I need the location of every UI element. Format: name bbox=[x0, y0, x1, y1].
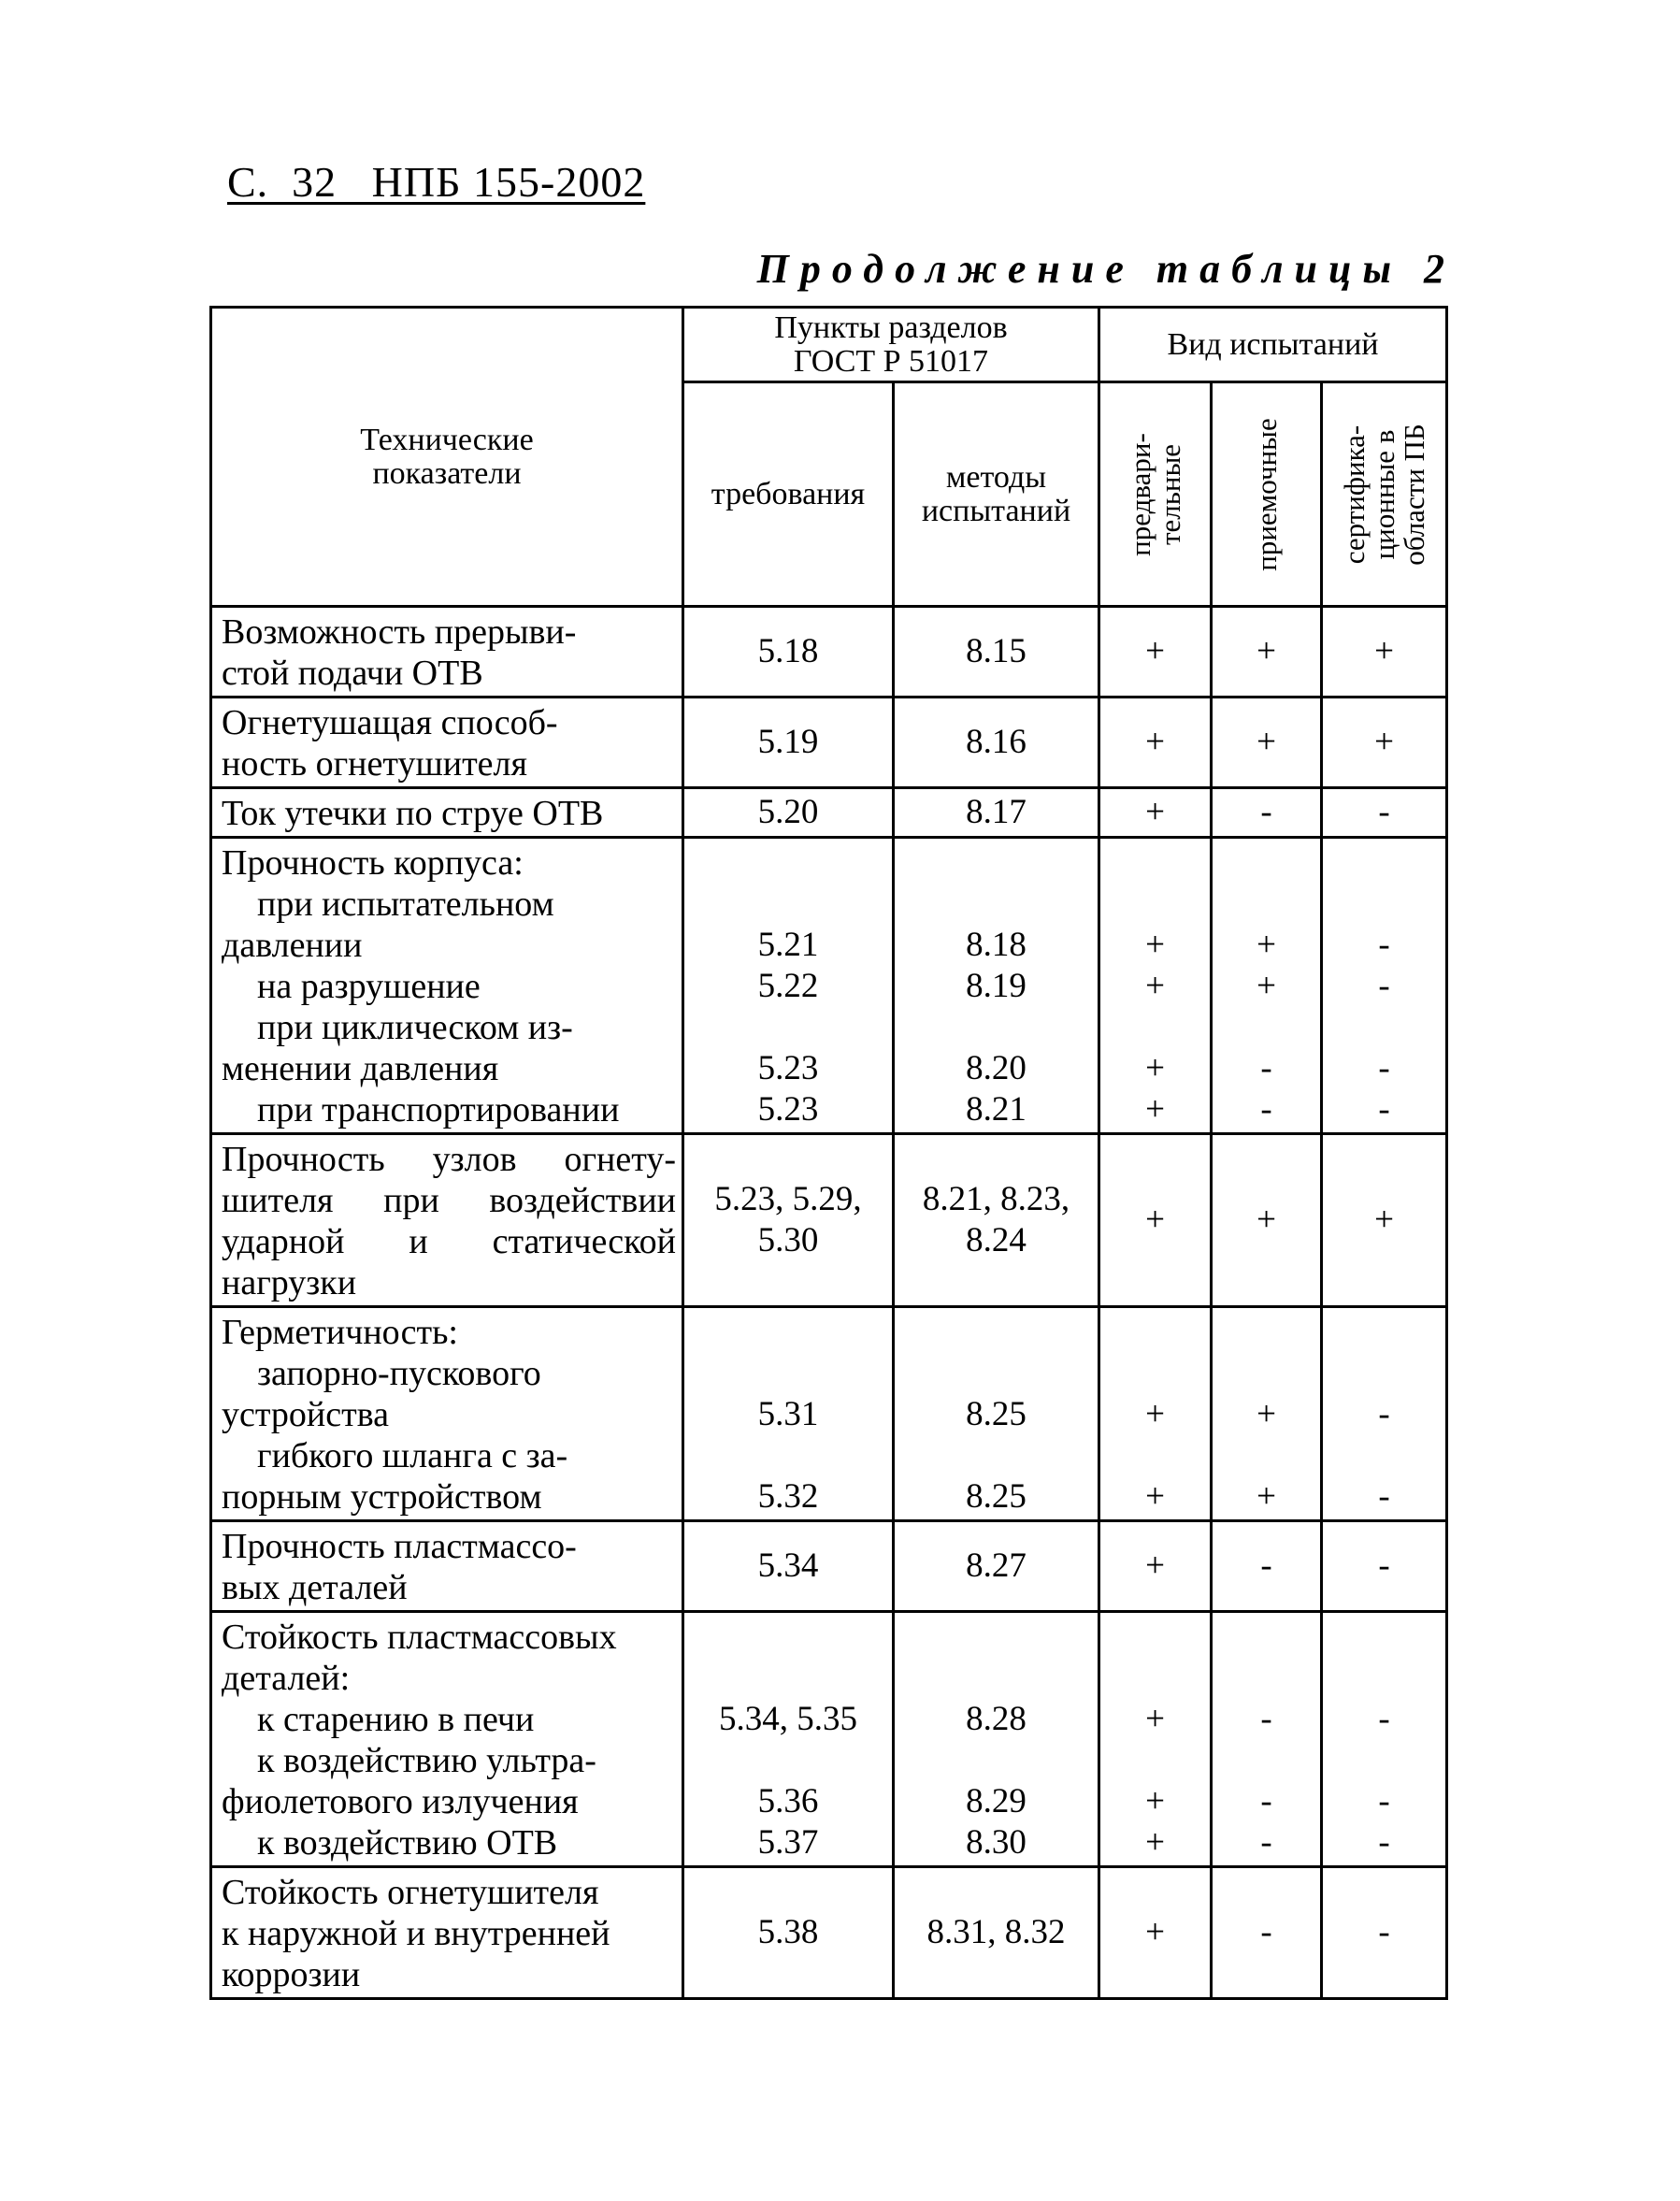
method-clause-line bbox=[895, 1007, 1098, 1048]
table-row bbox=[211, 1612, 1447, 1867]
indicator-name bbox=[211, 788, 683, 838]
header-gost-sections: Пункты разделов ГОСТ Р 51017 bbox=[683, 308, 1099, 382]
method-clause: 8.17 bbox=[894, 788, 1099, 838]
method-clause-line bbox=[895, 842, 1098, 884]
acceptance-mark-line bbox=[1213, 1740, 1320, 1781]
acceptance-mark-line: + bbox=[1256, 926, 1276, 964]
certification-mark-line: - bbox=[1378, 1700, 1390, 1738]
page-header: С. 32 НПБ 155-2002 bbox=[227, 158, 646, 206]
indicator-name-line: к наружной и внутренней bbox=[222, 1914, 610, 1953]
indicator-name-line: шителя при воздействии bbox=[222, 1181, 676, 1220]
preliminary-mark bbox=[1099, 1612, 1212, 1867]
requirement-clause: 5.23, 5.29, 5.30 bbox=[683, 1134, 894, 1307]
method-clause-line bbox=[895, 1312, 1098, 1353]
method-clause-line: 8.29 bbox=[966, 1782, 1027, 1820]
indicator-name-line: устройства bbox=[222, 1395, 390, 1434]
preliminary-mark: + bbox=[1099, 1867, 1212, 1999]
method-clause bbox=[894, 838, 1099, 1134]
header-test-methods: методы испытаний bbox=[894, 382, 1099, 607]
preliminary-mark-line: + bbox=[1145, 1049, 1165, 1087]
acceptance-mark: - bbox=[1212, 1521, 1322, 1612]
acceptance-mark-line: - bbox=[1260, 1090, 1272, 1129]
requirement-clause-line bbox=[684, 1007, 892, 1048]
preliminary-mark-line bbox=[1100, 1740, 1210, 1781]
indicator-name-line: Ток утечки по струе ОТВ bbox=[222, 794, 604, 833]
indicator-name bbox=[211, 1612, 683, 1867]
acceptance-mark bbox=[1212, 838, 1322, 1134]
table-row bbox=[211, 607, 1447, 698]
preliminary-mark-line bbox=[1100, 1658, 1210, 1699]
preliminary-mark: + bbox=[1099, 698, 1212, 788]
method-clause-line: 8.18 bbox=[966, 926, 1027, 964]
certification-mark: + bbox=[1322, 698, 1447, 788]
method-clause-line bbox=[895, 1740, 1098, 1781]
method-clause-line: 8.30 bbox=[966, 1823, 1027, 1862]
acceptance-mark-line bbox=[1213, 1435, 1320, 1476]
certification-mark-line bbox=[1323, 1007, 1445, 1048]
preliminary-mark-line bbox=[1100, 1617, 1210, 1658]
certification-mark: - bbox=[1322, 788, 1447, 838]
certification-mark-line: - bbox=[1378, 1823, 1390, 1862]
acceptance-mark: + bbox=[1212, 1134, 1322, 1307]
requirement-clause-line bbox=[684, 1740, 892, 1781]
requirement-clause-line: 5.23 bbox=[757, 1049, 819, 1087]
certification-mark-line bbox=[1323, 1740, 1445, 1781]
certification-mark: - bbox=[1322, 1521, 1447, 1612]
method-clause-line bbox=[895, 1435, 1098, 1476]
method-clause: 8.15 bbox=[894, 607, 1099, 698]
preliminary-mark-line: + bbox=[1145, 1782, 1165, 1820]
indicator-name bbox=[211, 698, 683, 788]
acceptance-mark-line: + bbox=[1256, 1477, 1276, 1516]
table-row bbox=[211, 1307, 1447, 1521]
indicator-name-line: гибкого шланга с за- bbox=[257, 1436, 568, 1475]
certification-mark-line: - bbox=[1378, 926, 1390, 964]
acceptance-mark-line: - bbox=[1260, 1049, 1272, 1087]
acceptance-mark: - bbox=[1212, 788, 1322, 838]
method-clause-line: 8.19 bbox=[966, 967, 1027, 1005]
acceptance-mark-line: - bbox=[1260, 1700, 1272, 1738]
indicator-name-line: порным устройством bbox=[222, 1477, 542, 1517]
certification-mark-line bbox=[1323, 1658, 1445, 1699]
acceptance-mark: + bbox=[1212, 607, 1322, 698]
method-clause-line bbox=[895, 1617, 1098, 1658]
indicator-name-line: Огнетушащая способ- bbox=[222, 703, 558, 742]
acceptance-mark-line bbox=[1213, 1007, 1320, 1048]
certification-mark-line: - bbox=[1378, 1049, 1390, 1087]
indicator-name-line: Герметичность: bbox=[222, 1313, 458, 1352]
indicator-name-line: при испытательном bbox=[257, 885, 554, 924]
table-body bbox=[211, 607, 1447, 1999]
preliminary-mark-line: + bbox=[1145, 1090, 1165, 1129]
method-clause bbox=[894, 1307, 1099, 1521]
preliminary-mark-line: + bbox=[1145, 1700, 1165, 1738]
certification-mark-line: - bbox=[1378, 1090, 1390, 1129]
indicator-name-line: коррозии bbox=[222, 1955, 361, 1994]
table-row bbox=[211, 838, 1447, 1134]
acceptance-mark-line bbox=[1213, 1658, 1320, 1699]
table-row bbox=[211, 698, 1447, 788]
indicator-name-line: менении давления bbox=[222, 1049, 499, 1088]
table-row bbox=[211, 788, 1447, 838]
indicator-name-line: к воздействию ОТВ bbox=[257, 1823, 558, 1863]
requirement-clause-line bbox=[684, 1658, 892, 1699]
certification-mark bbox=[1322, 1307, 1447, 1521]
method-clause-line: 8.21 bbox=[966, 1090, 1027, 1129]
acceptance-mark bbox=[1212, 1307, 1322, 1521]
acceptance-mark-line: + bbox=[1256, 967, 1276, 1005]
requirement-clause-line bbox=[684, 1312, 892, 1353]
preliminary-mark-line: + bbox=[1145, 1823, 1165, 1862]
requirement-clause: 5.19 bbox=[683, 698, 894, 788]
header-test-types: Вид испытаний bbox=[1099, 308, 1447, 382]
tests-table bbox=[209, 306, 1448, 2000]
acceptance-mark: + bbox=[1212, 698, 1322, 788]
certification-mark-line bbox=[1323, 1312, 1445, 1353]
acceptance-mark-line: - bbox=[1260, 1782, 1272, 1820]
acceptance-mark: - bbox=[1212, 1867, 1322, 1999]
requirement-clause-line: 5.37 bbox=[757, 1823, 819, 1862]
requirement-clause-line: 5.23 bbox=[757, 1090, 819, 1129]
certification-mark: + bbox=[1322, 1134, 1447, 1307]
preliminary-mark bbox=[1099, 1307, 1212, 1521]
acceptance-mark-line bbox=[1213, 884, 1320, 925]
indicator-name-line: стой подачи ОТВ bbox=[222, 654, 483, 693]
indicator-name-line: Возможность прерыви- bbox=[222, 612, 577, 652]
method-clause: 8.27 bbox=[894, 1521, 1099, 1612]
preliminary-mark-line: + bbox=[1145, 1395, 1165, 1433]
certification-mark: - bbox=[1322, 1867, 1447, 1999]
method-clause-line: 8.25 bbox=[966, 1477, 1027, 1516]
certification-mark-line bbox=[1323, 1353, 1445, 1394]
preliminary-mark: + bbox=[1099, 607, 1212, 698]
requirement-clause-line bbox=[684, 1353, 892, 1394]
certification-mark-line bbox=[1323, 842, 1445, 884]
preliminary-mark: + bbox=[1099, 1134, 1212, 1307]
requirement-clause-line: 5.34, 5.35 bbox=[719, 1700, 857, 1738]
table-row bbox=[211, 1521, 1447, 1612]
preliminary-mark-line bbox=[1100, 884, 1210, 925]
method-clause-line: 8.28 bbox=[966, 1700, 1027, 1738]
requirement-clause: 5.34 bbox=[683, 1521, 894, 1612]
header-technical-indicators: Технические показатели bbox=[211, 308, 683, 607]
indicator-name bbox=[211, 838, 683, 1134]
indicator-name-line: запорно-пускового bbox=[257, 1354, 541, 1393]
acceptance-mark-line bbox=[1213, 842, 1320, 884]
preliminary-mark: + bbox=[1099, 788, 1212, 838]
acceptance-mark-line bbox=[1213, 1617, 1320, 1658]
preliminary-mark-line bbox=[1100, 1312, 1210, 1353]
certification-mark-line bbox=[1323, 1435, 1445, 1476]
indicator-name bbox=[211, 1134, 683, 1307]
requirement-clause-line: 5.21 bbox=[757, 926, 819, 964]
preliminary-mark-line bbox=[1100, 1435, 1210, 1476]
method-clause-line: 8.25 bbox=[966, 1395, 1027, 1433]
certification-mark-line: - bbox=[1378, 1782, 1390, 1820]
indicator-name-line: Прочность корпуса: bbox=[222, 843, 524, 883]
certification-mark-line bbox=[1323, 884, 1445, 925]
requirement-clause: 5.20 bbox=[683, 788, 894, 838]
table-row bbox=[211, 1867, 1447, 1999]
preliminary-mark-line: + bbox=[1145, 1477, 1165, 1516]
method-clause: 8.31, 8.32 bbox=[894, 1867, 1099, 1999]
method-clause: 8.16 bbox=[894, 698, 1099, 788]
requirement-clause-line: 5.22 bbox=[757, 967, 819, 1005]
indicator-name-line: Стойкость пластмассовых bbox=[222, 1618, 617, 1657]
certification-mark bbox=[1322, 1612, 1447, 1867]
method-clause-line bbox=[895, 1658, 1098, 1699]
header-requirements: требования bbox=[683, 382, 894, 607]
method-clause-line bbox=[895, 884, 1098, 925]
certification-mark bbox=[1322, 838, 1447, 1134]
indicator-name-line: нагрузки bbox=[222, 1263, 357, 1302]
requirement-clause bbox=[683, 1307, 894, 1521]
indicator-name-line: ударной и статической bbox=[222, 1222, 676, 1261]
indicator-name-line: Прочность узлов огнету- bbox=[222, 1140, 676, 1179]
requirement-clause: 5.18 bbox=[683, 607, 894, 698]
indicator-name-line: к воздействию ультра- bbox=[257, 1741, 596, 1780]
acceptance-mark bbox=[1212, 1612, 1322, 1867]
requirement-clause-line: 5.31 bbox=[757, 1395, 819, 1433]
preliminary-mark-line: + bbox=[1145, 926, 1165, 964]
requirement-clause bbox=[683, 1612, 894, 1867]
header-acceptance bbox=[1212, 382, 1322, 607]
method-clause-line: 8.20 bbox=[966, 1049, 1027, 1087]
preliminary-mark bbox=[1099, 838, 1212, 1134]
requirement-clause-line: 5.32 bbox=[757, 1477, 819, 1516]
header-acceptance-label: приемочные bbox=[1249, 417, 1283, 571]
indicator-name-line: деталей: bbox=[222, 1659, 351, 1698]
header-certification-label: сертифика- ционные в области ПБ bbox=[1337, 423, 1430, 566]
indicator-name bbox=[211, 607, 683, 698]
indicator-name-line: Стойкость огнетушителя bbox=[222, 1873, 599, 1912]
requirement-clause-line bbox=[684, 1617, 892, 1658]
acceptance-mark-line bbox=[1213, 1353, 1320, 1394]
preliminary-mark-line: + bbox=[1145, 967, 1165, 1005]
table-row bbox=[211, 1134, 1447, 1307]
header-preliminary bbox=[1099, 382, 1212, 607]
acceptance-mark-line: - bbox=[1260, 1823, 1272, 1862]
indicator-name-line: при циклическом из- bbox=[257, 1008, 573, 1047]
preliminary-mark-line bbox=[1100, 842, 1210, 884]
certification-mark-line: - bbox=[1378, 1477, 1390, 1516]
preliminary-mark: + bbox=[1099, 1521, 1212, 1612]
indicator-name bbox=[211, 1307, 683, 1521]
acceptance-mark-line bbox=[1213, 1312, 1320, 1353]
requirement-clause-line: 5.36 bbox=[757, 1782, 819, 1820]
indicator-name-line: ность огнетушителя bbox=[222, 744, 527, 784]
requirement-clause bbox=[683, 838, 894, 1134]
indicator-name bbox=[211, 1521, 683, 1612]
acceptance-mark-line: + bbox=[1256, 1395, 1276, 1433]
indicator-name-line: при транспортировании bbox=[257, 1090, 620, 1129]
indicator-name-line: к старению в печи bbox=[257, 1700, 535, 1739]
preliminary-mark-line bbox=[1100, 1007, 1210, 1048]
indicator-name bbox=[211, 1867, 683, 1999]
method-clause bbox=[894, 1612, 1099, 1867]
method-clause: 8.21, 8.23, 8.24 bbox=[894, 1134, 1099, 1307]
requirement-clause-line bbox=[684, 884, 892, 925]
header-preliminary-label: предвари- тельные bbox=[1123, 432, 1186, 556]
certification-mark-line: - bbox=[1378, 1395, 1390, 1433]
certification-mark-line: - bbox=[1378, 967, 1390, 1005]
indicator-name-line: фиолетового излучения bbox=[222, 1782, 579, 1821]
certification-mark-line bbox=[1323, 1617, 1445, 1658]
indicator-name-line: Прочность пластмассо- bbox=[222, 1527, 577, 1566]
indicator-name-line: давлении bbox=[222, 926, 363, 965]
certification-mark: + bbox=[1322, 607, 1447, 698]
indicator-name-line: на разрушение bbox=[257, 967, 481, 1006]
preliminary-mark-line bbox=[1100, 1353, 1210, 1394]
method-clause-line bbox=[895, 1353, 1098, 1394]
table-continuation-caption: Продолжение таблицы 2 bbox=[756, 246, 1456, 292]
requirement-clause-line bbox=[684, 1435, 892, 1476]
requirement-clause-line bbox=[684, 842, 892, 884]
header-certification bbox=[1322, 382, 1447, 607]
requirement-clause: 5.38 bbox=[683, 1867, 894, 1999]
indicator-name-line: вых деталей bbox=[222, 1568, 408, 1607]
